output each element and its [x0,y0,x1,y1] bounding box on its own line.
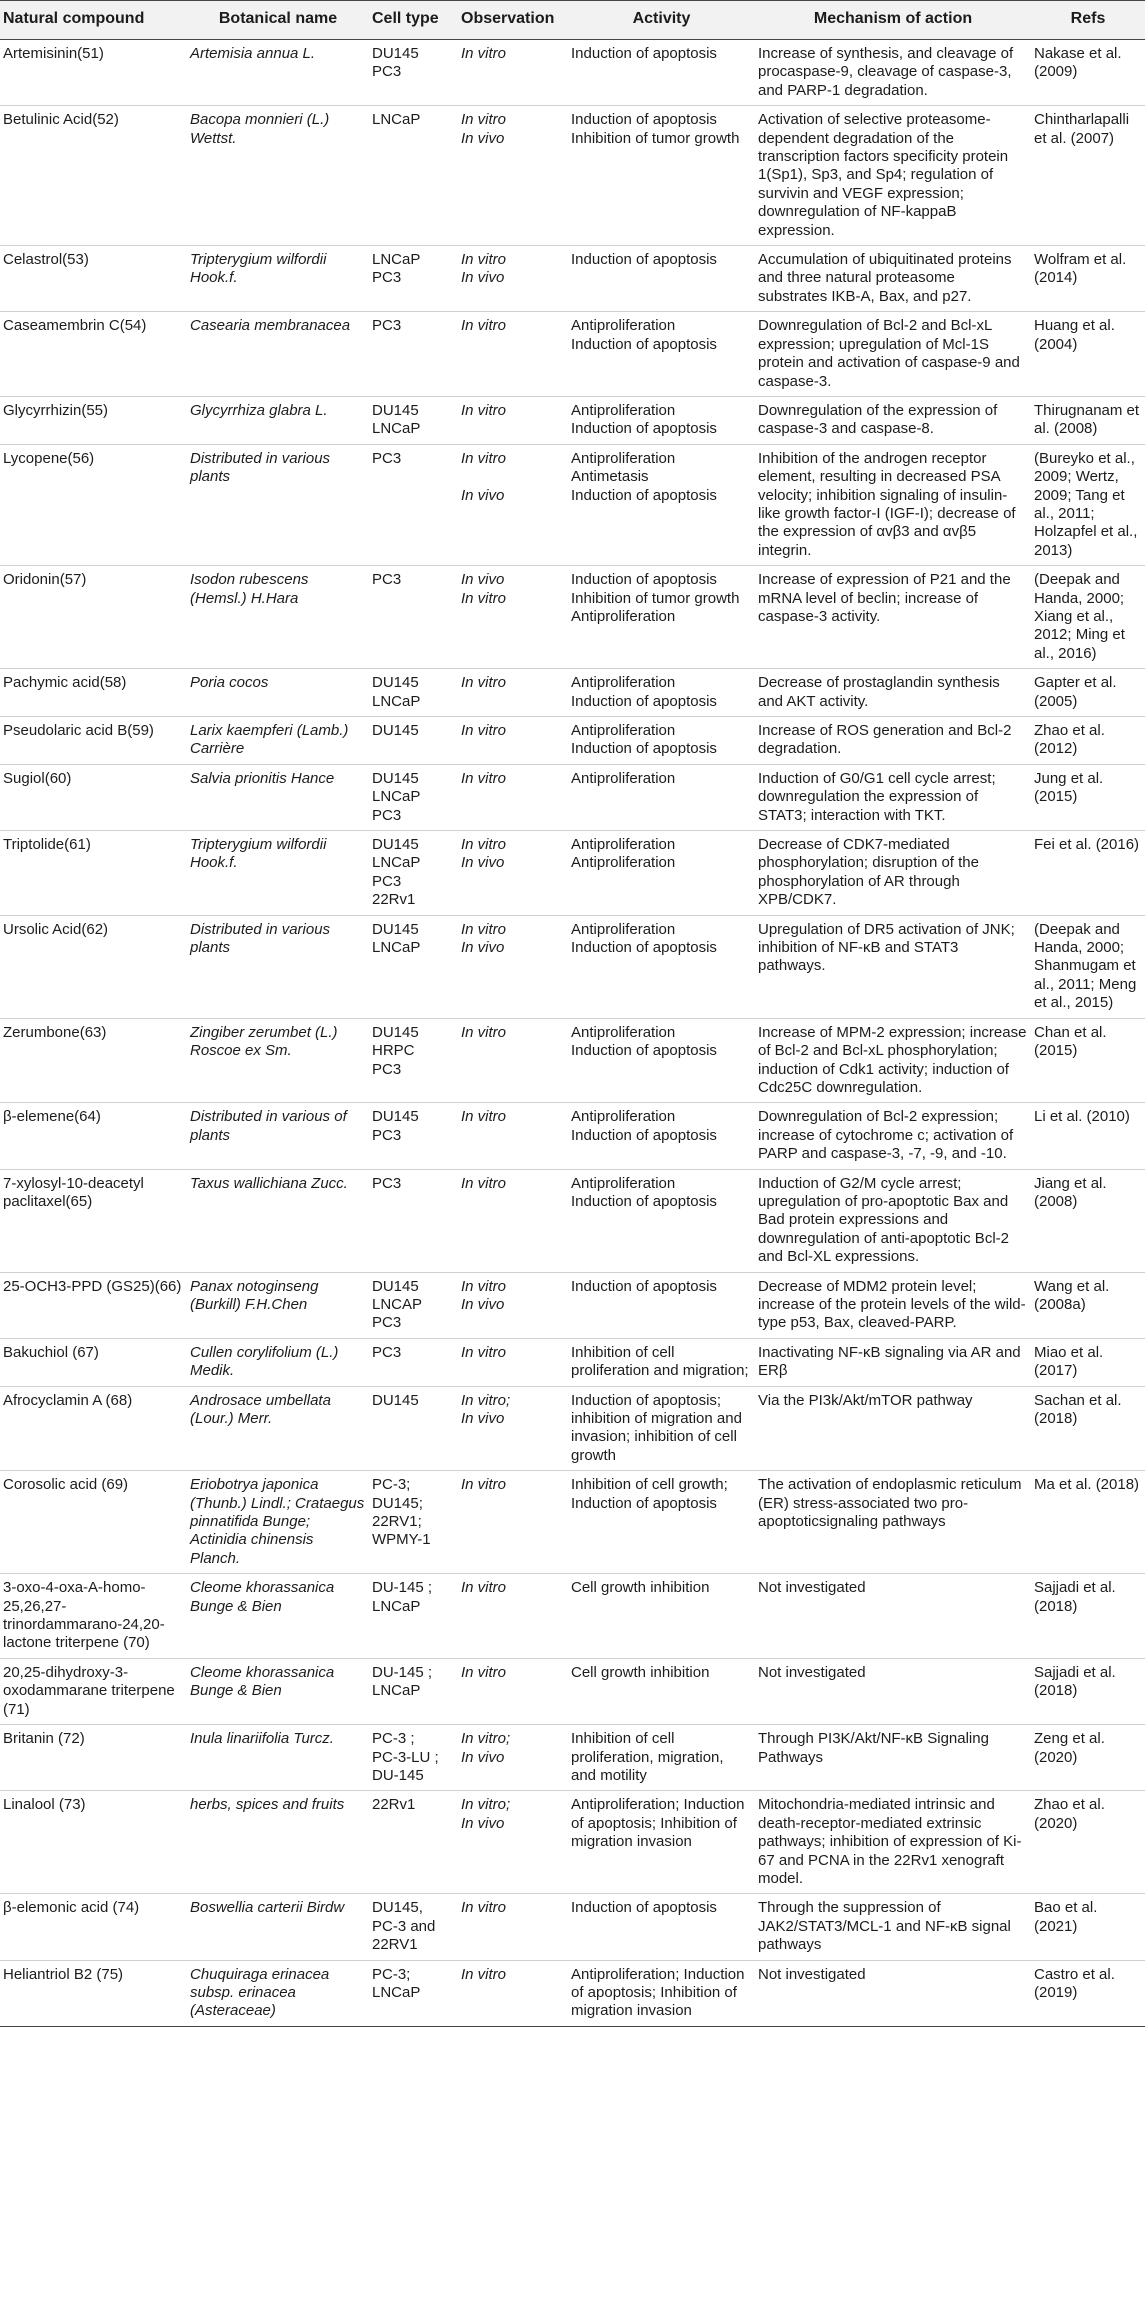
cell-botanical-name: Cullen corylifolium (L.) Medik. [187,1338,369,1386]
cell-compound: 20,25-dihydroxy-3-oxodammarane triterpene (71) [0,1658,187,1724]
table-row [0,444,1145,565]
cell-compound: 3-oxo-4-oxa-A-homo-25,26,27-trinordammarano-24,20-lactone triterpene (70) [0,1574,187,1659]
cell-refs: Sachan et al. (2018) [1031,1386,1145,1471]
cell-cell-type: PC3 [369,566,458,669]
cell-mechanism: Downregulation of Bcl-2 and Bcl-xL expression; upregulation of Mcl-1S protein and activation of caspase-9 and caspase-3. [755,312,1031,397]
cell-cell-type: PC3 [369,1169,458,1272]
cell-cell-type: DU145 HRPC PC3 [369,1018,458,1103]
cell-cell-type: DU145 PC3 [369,1103,458,1169]
cell-mechanism: Increase of expression of P21 and the mRNA level of beclin; increase of caspase-3 activity. [755,566,1031,669]
cell-mechanism: Not investigated [755,1658,1031,1724]
cell-observation: In vivo In vitro [458,566,568,669]
cell-activity: Inhibition of cell proliferation and migration; [568,1338,755,1386]
cell-activity: Antiproliferation Antimetasis Induction of apoptosis [568,444,755,565]
table-row [0,40,1145,106]
cell-cell-type: 22Rv1 [369,1791,458,1894]
cell-compound: Glycyrrhizin(55) [0,396,187,444]
cell-activity: Induction of apoptosis Inhibition of tumor growth Antiproliferation [568,566,755,669]
cell-botanical-name: Cleome khorassanica Bunge & Bien [187,1574,369,1659]
cell-activity: Antiproliferation Induction of apoptosis [568,717,755,765]
cell-refs: Bao et al. (2021) [1031,1894,1145,1960]
cell-observation: In vitro [458,764,568,830]
cell-compound: Ursolic Acid(62) [0,915,187,1018]
cell-activity: Antiproliferation Induction of apoptosis [568,1018,755,1103]
cell-botanical-name: Inula linariifolia Turcz. [187,1725,369,1791]
cell-cell-type: DU145 [369,1386,458,1471]
cell-mechanism: Decrease of CDK7-mediated phosphorylation; disruption of the phosphorylation of AR through XPB/CDK7. [755,831,1031,916]
table-row [0,764,1145,830]
cell-refs: Huang et al. (2004) [1031,312,1145,397]
cell-cell-type: DU145 PC3 [369,40,458,106]
cell-compound: 7-xylosyl-10-deacetyl paclitaxel(65) [0,1169,187,1272]
cell-observation: In vitro [458,1338,568,1386]
cell-refs: Thirugnanam et al. (2008) [1031,396,1145,444]
col-header-cell-type: Cell type [369,1,458,40]
cell-refs: (Bureyko et al., 2009; Wertz, 2009; Tang et al., 2011; Holzapfel et al., 2013) [1031,444,1145,565]
cell-observation: In vitro [458,669,568,717]
table-row [0,1103,1145,1169]
cell-compound: 25-OCH3-PPD (GS25)(66) [0,1272,187,1338]
cell-activity: Antiproliferation; Induction of apoptosis; Inhibition of migration invasion [568,1791,755,1894]
cell-refs: Castro et al. (2019) [1031,1960,1145,2026]
cell-observation: In vitro [458,1103,568,1169]
cell-refs: Gapter et al. (2005) [1031,669,1145,717]
cell-refs: Zeng et al. (2020) [1031,1725,1145,1791]
cell-observation: In vitro [458,1018,568,1103]
cell-botanical-name: Larix kaempferi (Lamb.) Carrière [187,717,369,765]
col-header-botanical-name: Botanical name [187,1,369,40]
cell-activity: Induction of apoptosis; inhibition of migration and invasion; inhibition of cell growth [568,1386,755,1471]
cell-botanical-name: Distributed in various plants [187,444,369,565]
cell-activity: Induction of apoptosis [568,1272,755,1338]
cell-mechanism: Induction of G0/G1 cell cycle arrest; downregulation the expression of STAT3; interaction with TKT. [755,764,1031,830]
cell-activity: Antiproliferation Induction of apoptosis [568,1103,755,1169]
cell-compound: Caseamembrin C(54) [0,312,187,397]
cell-mechanism: Increase of MPM-2 expression; increase of Bcl-2 and Bcl-xL phosphorylation; induction of Cdk1 activity; induction of Cdc25C downregulation. [755,1018,1031,1103]
cell-mechanism: Not investigated [755,1960,1031,2026]
cell-botanical-name: Poria cocos [187,669,369,717]
cell-mechanism: Downregulation of Bcl-2 expression; increase of cytochrome c; activation of PARP and caspase-3, -7, -9, and -10. [755,1103,1031,1169]
cell-botanical-name: Distributed in various of plants [187,1103,369,1169]
cell-compound: Zerumbone(63) [0,1018,187,1103]
cell-cell-type: DU145 LNCaP PC3 [369,764,458,830]
cell-cell-type: DU145 [369,717,458,765]
cell-refs: Ma et al. (2018) [1031,1471,1145,1574]
cell-cell-type: DU-145 ; LNCaP [369,1658,458,1724]
cell-mechanism: Increase of synthesis, and cleavage of procaspase-9, cleavage of caspase-3, and PARP-1 degradation. [755,40,1031,106]
cell-botanical-name: Isodon rubescens (Hemsl.) H.Hara [187,566,369,669]
cell-activity: Antiproliferation Induction of apoptosis [568,915,755,1018]
cell-refs: Zhao et al. (2020) [1031,1791,1145,1894]
cell-mechanism: Inhibition of the androgen receptor element, resulting in decreased PSA velocity; inhibition signaling of insulin-like growth factor-I (IGF-I); decrease of the expression of αvβ3 and αvβ5 integrin. [755,444,1031,565]
col-header-activity: Activity [568,1,755,40]
cell-cell-type: DU145 LNCAP PC3 [369,1272,458,1338]
col-header-natural-compound: Natural compound [0,1,187,40]
cell-mechanism: Accumulation of ubiquitinated proteins and three natural proteasome substrates IKB-A, Bax, and p27. [755,246,1031,312]
cell-observation: In vitro In vivo [458,106,568,246]
cell-observation: In vitro; In vivo [458,1386,568,1471]
cell-refs: Chan et al. (2015) [1031,1018,1145,1103]
cell-compound: Corosolic acid (69) [0,1471,187,1574]
cell-refs: (Deepak and Handa, 2000; Shanmugam et al., 2011; Meng et al., 2015) [1031,915,1145,1018]
table-row [0,312,1145,397]
cell-refs: Nakase et al. (2009) [1031,40,1145,106]
cell-refs: Wang et al. (2008a) [1031,1272,1145,1338]
cell-activity: Induction of apoptosis [568,246,755,312]
cell-botanical-name: Zingiber zerumbet (L.) Roscoe ex Sm. [187,1018,369,1103]
cell-observation: In vitro In vivo [458,831,568,916]
cell-mechanism: Downregulation of the expression of caspase-3 and caspase-8. [755,396,1031,444]
cell-refs: Zhao et al. (2012) [1031,717,1145,765]
cell-activity: Inhibition of cell growth; Induction of apoptosis [568,1471,755,1574]
cell-botanical-name: Cleome khorassanica Bunge & Bien [187,1658,369,1724]
table-row [0,717,1145,765]
cell-compound: Betulinic Acid(52) [0,106,187,246]
cell-compound: Britanin (72) [0,1725,187,1791]
cell-cell-type: PC3 [369,312,458,397]
cell-mechanism: Mitochondria-mediated intrinsic and death-receptor-mediated extrinsic pathways; inhibition of expression of Ki-67 and PCNA in the 22Rv1 xenograft model. [755,1791,1031,1894]
cell-activity: Antiproliferation Induction of apoptosis [568,669,755,717]
cell-refs: Jung et al. (2015) [1031,764,1145,830]
cell-observation: In vitro In vivo [458,915,568,1018]
cell-observation: In vitro; In vivo [458,1791,568,1894]
table-row [0,566,1145,669]
cell-compound: Oridonin(57) [0,566,187,669]
cell-mechanism: Through the suppression of JAK2/STAT3/MCL-1 and NF-κB signal pathways [755,1894,1031,1960]
cell-compound: Pseudolaric acid B(59) [0,717,187,765]
cell-compound: Afrocyclamin A (68) [0,1386,187,1471]
table-header [0,1,1145,40]
cell-mechanism: Decrease of prostaglandin synthesis and AKT activity. [755,669,1031,717]
cell-activity: Antiproliferation Antiproliferation [568,831,755,916]
table-row [0,1960,1145,2026]
cell-refs: Miao et al. (2017) [1031,1338,1145,1386]
cell-activity: Induction of apoptosis [568,1894,755,1960]
table-row [0,831,1145,916]
cell-cell-type: PC-3 ; PC-3-LU ; DU-145 [369,1725,458,1791]
cell-activity: Inhibition of cell proliferation, migration, and motility [568,1725,755,1791]
cell-cell-type: LNCaP [369,106,458,246]
cell-cell-type: PC3 [369,1338,458,1386]
cell-compound: Lycopene(56) [0,444,187,565]
cell-compound: Bakuchiol (67) [0,1338,187,1386]
cell-cell-type: PC-3; LNCaP [369,1960,458,2026]
cell-botanical-name: Androsace umbellata (Lour.) Merr. [187,1386,369,1471]
cell-activity: Cell growth inhibition [568,1574,755,1659]
cell-observation: In vitro [458,717,568,765]
col-header-observation: Observation [458,1,568,40]
cell-activity: Antiproliferation Induction of apoptosis [568,312,755,397]
cell-botanical-name: Bacopa monnieri (L.) Wettst. [187,106,369,246]
cell-botanical-name: herbs, spices and fruits [187,1791,369,1894]
cell-botanical-name: Tripterygium wilfordii Hook.f. [187,831,369,916]
cell-mechanism: Decrease of MDM2 protein level; increase of the protein levels of the wild-type p53, Bax, cleaved-PARP. [755,1272,1031,1338]
table-row [0,1169,1145,1272]
cell-refs: Sajjadi et al. (2018) [1031,1658,1145,1724]
cell-botanical-name: Taxus wallichiana Zucc. [187,1169,369,1272]
cell-cell-type: LNCaP PC3 [369,246,458,312]
cell-refs: Wolfram et al. (2014) [1031,246,1145,312]
table-row [0,246,1145,312]
cell-observation: In vitro In vivo [458,246,568,312]
cell-botanical-name: Artemisia annua L. [187,40,369,106]
table-row [0,1725,1145,1791]
cell-refs: Chintharlapalli et al. (2007) [1031,106,1145,246]
cell-cell-type: DU145 LNCaP PC3 22Rv1 [369,831,458,916]
cell-compound: β-elemonic acid (74) [0,1894,187,1960]
cell-botanical-name: Boswellia carterii Birdw [187,1894,369,1960]
cell-cell-type: DU145, PC-3 and 22RV1 [369,1894,458,1960]
cell-observation: In vitro [458,1960,568,2026]
cell-observation: In vitro [458,1574,568,1659]
cell-cell-type: PC-3; DU145; 22RV1; WPMY-1 [369,1471,458,1574]
cell-mechanism: Not investigated [755,1574,1031,1659]
table-row [0,1658,1145,1724]
cell-activity: Antiproliferation; Induction of apoptosis; Inhibition of migration invasion [568,1960,755,2026]
table-row [0,1272,1145,1338]
table-row [0,915,1145,1018]
cell-botanical-name: Eriobotrya japonica (Thunb.) Lindl.; Crataegus pinnatifida Bunge; Actinidia chinensis Planch. [187,1471,369,1574]
cell-cell-type: DU145 LNCaP [369,915,458,1018]
cell-botanical-name: Glycyrrhiza glabra L. [187,396,369,444]
cell-botanical-name: Salvia prionitis Hance [187,764,369,830]
cell-compound: Heliantriol B2 (75) [0,1960,187,2026]
cell-observation: In vitro; In vivo [458,1725,568,1791]
cell-observation: In vitro [458,312,568,397]
cell-refs: (Deepak and Handa, 2000; Xiang et al., 2012; Ming et al., 2016) [1031,566,1145,669]
cell-cell-type: DU-145 ; LNCaP [369,1574,458,1659]
cell-refs: Fei et al. (2016) [1031,831,1145,916]
cell-refs: Jiang et al. (2008) [1031,1169,1145,1272]
cell-mechanism: The activation of endoplasmic reticulum (ER) stress-associated two pro-apoptoticsignaling pathways [755,1471,1031,1574]
cell-observation: In vitro [458,1658,568,1724]
table-row [0,1894,1145,1960]
cell-mechanism: Induction of G2/M cycle arrest; upregulation of pro-apoptotic Bax and Bad protein expressions and downregulation of anti-apoptotic Bcl-2 and Bcl-XL expressions. [755,1169,1031,1272]
cell-botanical-name: Casearia membranacea [187,312,369,397]
cell-activity: Induction of apoptosis Inhibition of tumor growth [568,106,755,246]
table-body [0,40,1145,2027]
table-row [0,1574,1145,1659]
cell-observation: In vitro [458,40,568,106]
cell-compound: Sugiol(60) [0,764,187,830]
table-row [0,1386,1145,1471]
cell-compound: Artemisinin(51) [0,40,187,106]
cell-botanical-name: Tripterygium wilfordii Hook.f. [187,246,369,312]
cell-mechanism: Via the PI3k/Akt/mTOR pathway [755,1386,1031,1471]
table-row [0,1018,1145,1103]
table-row [0,669,1145,717]
table-row [0,1338,1145,1386]
cell-cell-type: PC3 [369,444,458,565]
cell-observation: In vitro [458,1894,568,1960]
cell-activity: Induction of apoptosis [568,40,755,106]
cell-observation: In vitro In vivo [458,444,568,565]
cell-compound: β-elemene(64) [0,1103,187,1169]
col-header-refs: Refs [1031,1,1145,40]
cell-compound: Pachymic acid(58) [0,669,187,717]
cell-observation: In vitro [458,1471,568,1574]
cell-cell-type: DU145 LNCaP [369,669,458,717]
col-header-mechanism: Mechanism of action [755,1,1031,40]
cell-cell-type: DU145 LNCaP [369,396,458,444]
cell-observation: In vitro In vivo [458,1272,568,1338]
table-row [0,1791,1145,1894]
cell-compound: Linalool (73) [0,1791,187,1894]
table-row [0,106,1145,246]
cell-refs: Li et al. (2010) [1031,1103,1145,1169]
cell-mechanism: Activation of selective proteasome-dependent degradation of the transcription factors specificity protein 1(Sp1), Sp3, and Sp4; regulation of survivin and VEGF expression; downregulation of NF-kappaB expression. [755,106,1031,246]
cell-activity: Antiproliferation Induction of apoptosis [568,1169,755,1272]
cell-botanical-name: Chuquiraga erinacea subsp. erinacea (Asteraceae) [187,1960,369,2026]
cell-observation: In vitro [458,396,568,444]
cell-mechanism: Through PI3K/Akt/NF-κB Signaling Pathways [755,1725,1031,1791]
cell-activity: Antiproliferation [568,764,755,830]
cell-mechanism: Increase of ROS generation and Bcl-2 degradation. [755,717,1031,765]
cell-refs: Sajjadi et al. (2018) [1031,1574,1145,1659]
cell-botanical-name: Distributed in various plants [187,915,369,1018]
cell-botanical-name: Panax notoginseng (Burkill) F.H.Chen [187,1272,369,1338]
cell-activity: Cell growth inhibition [568,1658,755,1724]
cell-mechanism: Upregulation of DR5 activation of JNK; inhibition of NF-κB and STAT3 pathways. [755,915,1031,1018]
cell-compound: Triptolide(61) [0,831,187,916]
cell-observation: In vitro [458,1169,568,1272]
cell-activity: Antiproliferation Induction of apoptosis [568,396,755,444]
table-row [0,396,1145,444]
cell-compound: Celastrol(53) [0,246,187,312]
table-row [0,1471,1145,1574]
cell-mechanism: Inactivating NF-κB signaling via AR and ERβ [755,1338,1031,1386]
